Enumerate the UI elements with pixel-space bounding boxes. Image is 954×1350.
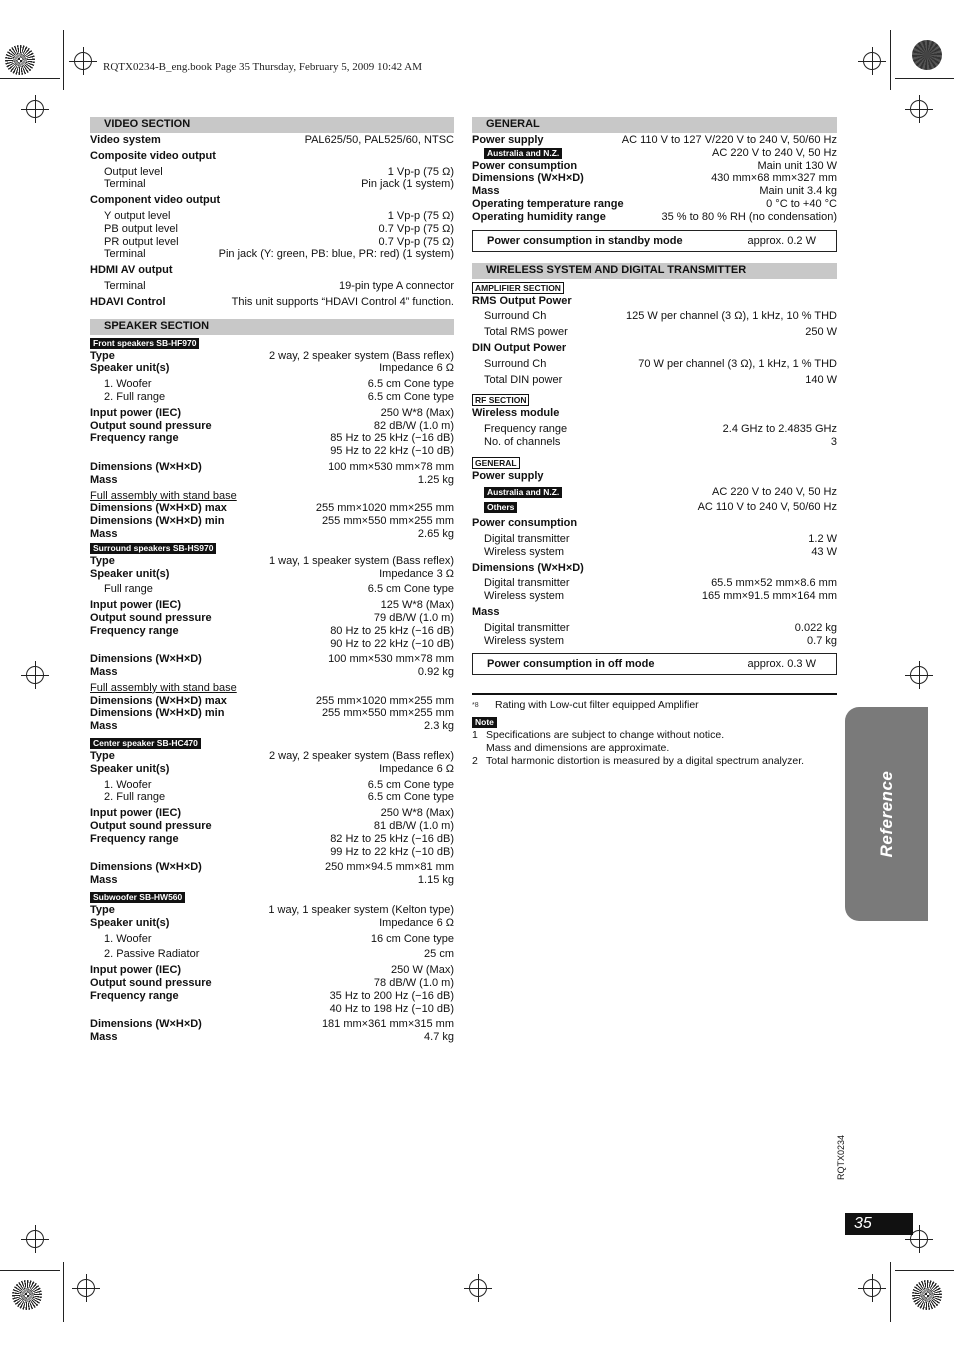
spec-row: Output sound pressure 82 dB/W (1.0 m) — [90, 419, 454, 432]
spec-row: Total RMS power 250 W — [484, 326, 837, 339]
note-item: Mass and dimensions are approximate. — [486, 742, 670, 755]
rf-section-tag: RF SECTION — [472, 394, 529, 406]
footnote: *8 Rating with Low-cut filter equipped Amplifier — [472, 699, 699, 712]
registration-star-top-left — [5, 45, 35, 75]
spec-row: Wireless system 43 W — [484, 545, 837, 558]
spec-row: Power consumption Main unit 130 W — [472, 159, 837, 172]
center-speaker-tag: Center speaker SB-HC470 — [90, 738, 201, 749]
spec-row: Speaker unit(s) Impedance 6 Ω — [90, 762, 454, 775]
spec-row: 2. Passive Radiator 25 cm — [104, 948, 454, 961]
spec-row: Frequency range 2.4 GHz to 2.4835 GHz — [484, 423, 837, 436]
note-list — [472, 729, 837, 768]
spec-heading: DIN Output Power — [472, 341, 567, 354]
registration-mark — [863, 52, 881, 70]
spec-row: Video system PAL625/50, PAL525/60, NTSC — [90, 134, 454, 146]
surround-speakers-tag: Surround speakers SB-HS970 — [90, 543, 216, 554]
registration-mark — [26, 666, 44, 684]
spec-heading: Dimensions (W×H×D) — [472, 561, 584, 574]
region-tag: Others — [484, 502, 517, 513]
spec-row: 2. Full range 6.5 cm Cone type — [104, 390, 454, 403]
spec-row: Total DIN power 140 W — [484, 373, 837, 386]
reference-side-tab: Reference — [845, 707, 928, 921]
crop-line — [890, 30, 891, 90]
spec-row: Digital transmitter 1.2 W — [484, 532, 837, 545]
spec-row: Others AC 110 V to 240 V, 50/60 Hz — [472, 501, 837, 514]
spec-heading: Power supply — [472, 469, 544, 482]
spec-row: Dimensions (W×H×D) 250 mm×94.5 mm×81 mm — [90, 861, 454, 874]
spec-row: Wireless system 0.7 kg — [484, 634, 837, 647]
spec-row: Terminal Pin jack (1 system) — [104, 178, 454, 191]
spec-row: 99 Hz to 22 kHz (−10 dB) — [330, 845, 454, 858]
spec-heading: Power consumption — [472, 517, 578, 530]
speaker-section-title: SPEAKER SECTION — [90, 319, 454, 335]
spec-row: Australia and N.Z. AC 220 V to 240 V, 50 Hz — [472, 147, 837, 160]
spec-row: Speaker unit(s) Impedance 6 Ω — [90, 362, 454, 375]
spec-row: Australia and N.Z. AC 220 V to 240 V, 50 Hz — [472, 486, 837, 499]
spec-row: Operating humidity range 35 % to 80 % RH (no condensation) — [472, 210, 837, 223]
spec-row: Dimensions (W×H×D) min 255 mm×550 mm×255 mm — [90, 707, 454, 720]
crop-line — [0, 1270, 60, 1271]
registration-mark — [26, 100, 44, 118]
footnote-divider — [472, 693, 837, 695]
spec-row: PR output level 0.7 Vp-p (75 Ω) — [104, 235, 454, 248]
spec-heading: Component video output — [90, 194, 221, 207]
spec-row: Mass 1.15 kg — [90, 874, 454, 887]
spec-row: Type 2 way, 2 speaker system (Bass reflex) — [90, 750, 454, 763]
video-section-title: VIDEO SECTION — [90, 117, 454, 133]
note-tag: Note — [472, 717, 497, 728]
spec-row: Y output level 1 Vp-p (75 Ω) — [104, 209, 454, 222]
spec-row: 1. Woofer 6.5 cm Cone type — [104, 378, 454, 391]
spec-row: Dimensions (W×H×D) 430 mm×68 mm×327 mm — [472, 172, 837, 185]
registration-star-bottom-right — [912, 1280, 942, 1310]
spec-row: Output level 1 Vp-p (75 Ω) — [104, 165, 454, 178]
page-number: 35 — [845, 1213, 913, 1235]
full-assembly-label: Full assembly with stand base — [90, 681, 237, 694]
crop-line — [0, 78, 60, 79]
wireless-section-title: WIRELESS SYSTEM AND DIGITAL TRANSMITTER — [472, 263, 837, 279]
spec-row: Input power (IEC) 125 W*8 (Max) — [90, 599, 454, 612]
spec-row: HDAVI Control This unit supports “HDAVI Control 4” function. — [90, 295, 454, 308]
region-tag: Australia and N.Z. — [484, 148, 562, 159]
spec-heading: Wireless module — [472, 407, 560, 420]
crop-line — [895, 78, 954, 79]
spec-row: Type 1 way, 1 speaker system (Kelton type) — [90, 904, 454, 917]
registration-mark — [74, 52, 92, 70]
spec-heading: RMS Output Power — [472, 294, 572, 307]
registration-mark — [863, 1279, 881, 1297]
spec-row: Wireless system 165 mm×91.5 mm×164 mm — [484, 590, 837, 603]
right-column — [472, 117, 837, 768]
subwoofer-tag: Subwoofer SB-HW560 — [90, 892, 185, 903]
registration-mark — [77, 1279, 95, 1297]
spec-row: Output sound pressure 81 dB/W (1.0 m) — [90, 820, 454, 833]
spec-row: 2. Full range 6.5 cm Cone type — [104, 791, 454, 804]
spec-row: Surround Ch 70 W per channel (3 Ω), 1 kHz, 1 % THD — [484, 357, 837, 370]
spec-row: Surround Ch 125 W per channel (3 Ω), 1 kHz, 10 % THD — [484, 310, 837, 323]
crop-line — [63, 1262, 64, 1322]
spec-row: Mass 2.3 kg — [90, 720, 454, 733]
spec-row: Mass 0.92 kg — [90, 666, 454, 679]
spec-row: Power supply AC 110 V to 127 V/220 V to 240 V, 50/60 Hz — [472, 134, 837, 146]
spec-row: Frequency range 35 Hz to 200 Hz (−16 dB) — [90, 989, 454, 1002]
spec-row: Digital transmitter 65.5 mm×52 mm×8.6 mm — [484, 577, 837, 590]
spec-row: Input power (IEC) 250 W (Max) — [90, 964, 454, 977]
standby-consumption-box: Power consumption in standby mode approx. 0.2 W — [472, 230, 837, 252]
general-section-title: GENERAL — [472, 117, 837, 133]
spec-row: Mass 2.65 kg — [90, 527, 454, 540]
full-assembly-label: Full assembly with stand base — [90, 489, 237, 502]
note-item: 1 Specifications are subject to change without notice. — [472, 729, 725, 742]
spec-heading: Composite video output — [90, 149, 216, 162]
spec-row: Speaker unit(s) Impedance 3 Ω — [90, 567, 454, 580]
spec-row: Mass 1.25 kg — [90, 473, 454, 486]
crop-line — [63, 30, 64, 90]
document-code: RQTX0234 — [836, 1134, 846, 1180]
spec-row: Dimensions (W×H×D) 181 mm×361 mm×315 mm — [90, 1018, 454, 1031]
spec-row: Input power (IEC) 250 W*8 (Max) — [90, 807, 454, 820]
spec-row: Dimensions (W×H×D) 100 mm×530 mm×78 mm — [90, 460, 454, 473]
spec-row: Output sound pressure 79 dB/W (1.0 m) — [90, 611, 454, 624]
spec-row: Frequency range 80 Hz to 25 kHz (−16 dB) — [90, 624, 454, 637]
registration-mark — [469, 1279, 487, 1297]
spec-row: Operating temperature range 0 °C to +40 °C — [472, 197, 837, 210]
spec-row: Dimensions (W×H×D) max 255 mm×1020 mm×255 mm — [90, 694, 454, 707]
spec-row: PB output level 0.7 Vp-p (75 Ω) — [104, 222, 454, 235]
spec-row: Type 1 way, 1 speaker system (Bass reflex) — [90, 554, 454, 567]
spec-row: Terminal 19-pin type A connector — [104, 279, 454, 292]
spec-row: Full range 6.5 cm Cone type — [104, 583, 454, 596]
spec-row: 1. Woofer 16 cm Cone type — [104, 932, 454, 945]
spec-row: Digital transmitter 0.022 kg — [484, 621, 837, 634]
general-tag: GENERAL — [472, 457, 520, 469]
spec-row: Terminal Pin jack (Y: green, PB: blue, PR: red) (1 system) — [104, 248, 454, 261]
spec-row: Dimensions (W×H×D) max 255 mm×1020 mm×255 mm — [90, 502, 454, 515]
off-mode-consumption-box: Power consumption in off mode approx. 0.3 W — [472, 653, 837, 675]
spec-heading: Mass — [472, 605, 500, 618]
crop-line — [890, 1262, 891, 1322]
spec-row: 90 Hz to 22 kHz (−10 dB) — [330, 637, 454, 650]
spec-row: Mass 4.7 kg — [90, 1031, 454, 1044]
amplifier-section-tag: AMPLIFIER SECTION — [472, 282, 564, 294]
spec-row: 40 Hz to 198 Hz (−10 dB) — [329, 1002, 454, 1015]
registration-star-top-right — [912, 40, 942, 70]
registration-mark — [910, 666, 928, 684]
spec-heading: HDMI AV output — [90, 264, 173, 277]
left-column — [90, 117, 454, 1044]
registration-mark — [910, 100, 928, 118]
spec-row: No. of channels 3 — [484, 435, 837, 448]
spec-row: Dimensions (W×H×D) min 255 mm×550 mm×255 mm — [90, 515, 454, 528]
region-tag: Australia and N.Z. — [484, 487, 562, 498]
spec-row: Frequency range 85 Hz to 25 kHz (−16 dB) — [90, 432, 454, 445]
registration-star-bottom-left — [12, 1280, 42, 1310]
spec-row: Frequency range 82 Hz to 25 kHz (−16 dB) — [90, 832, 454, 845]
registration-mark — [26, 1230, 44, 1248]
spec-row: Output sound pressure 78 dB/W (1.0 m) — [90, 977, 454, 990]
spec-row: 95 Hz to 22 kHz (−10 dB) — [330, 445, 454, 458]
spec-row: Dimensions (W×H×D) 100 mm×530 mm×78 mm — [90, 653, 454, 666]
crop-line — [895, 1270, 954, 1271]
spec-row: Input power (IEC) 250 W*8 (Max) — [90, 406, 454, 419]
spec-row: 1. Woofer 6.5 cm Cone type — [104, 778, 454, 791]
book-header-line: RQTX0234-B_eng.book Page 35 Thursday, February 5, 2009 10:42 AM — [103, 61, 422, 73]
spec-row: Speaker unit(s) Impedance 6 Ω — [90, 916, 454, 929]
spec-row: Type 2 way, 2 speaker system (Bass reflex) — [90, 349, 454, 362]
note-item: 2 Total harmonic distortion is measured by a digital spectrum analyzer. — [472, 755, 805, 768]
front-speakers-tag: Front speakers SB-HF970 — [90, 338, 199, 349]
spec-row: Mass Main unit 3.4 kg — [472, 185, 837, 198]
